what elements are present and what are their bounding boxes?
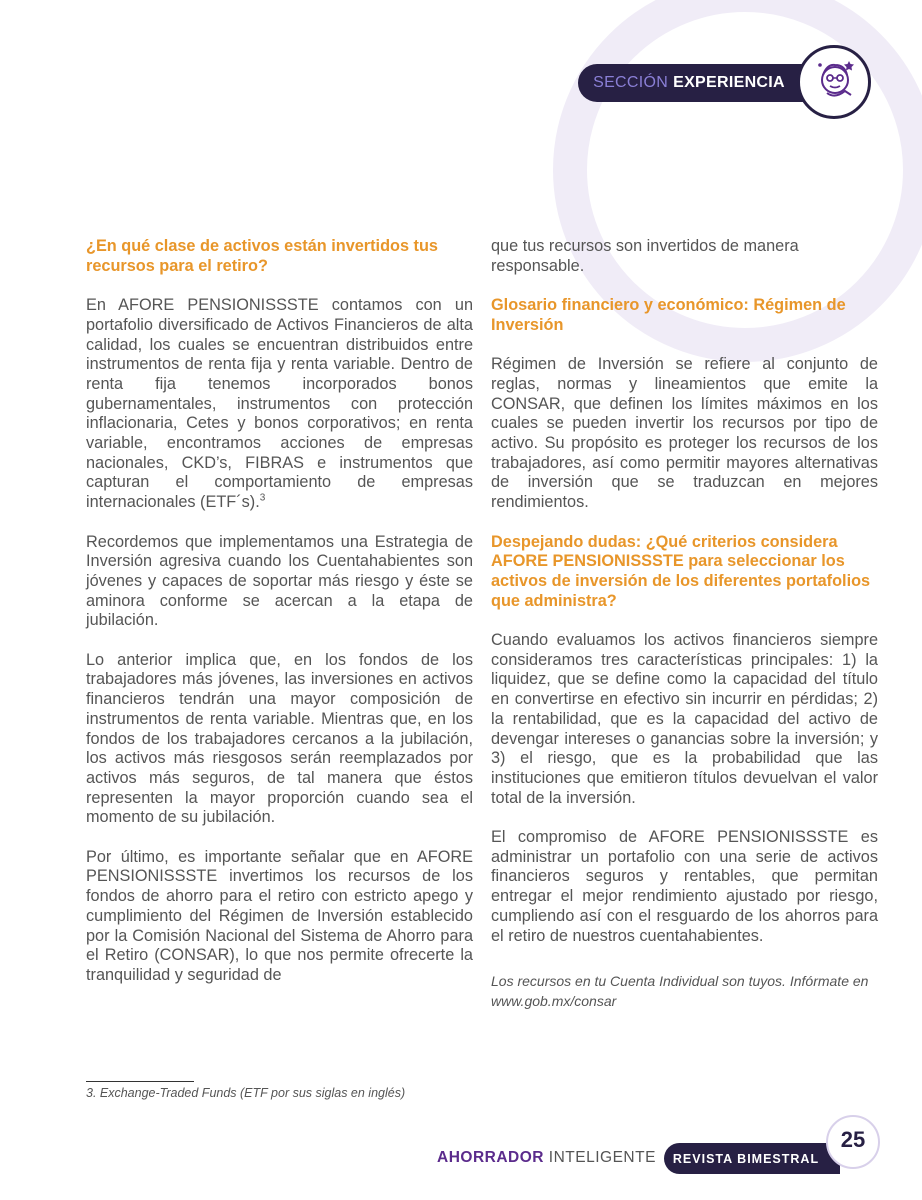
paragraph-continuation: que tus recursos son invertidos de manera responsable. [491,237,799,275]
thinking-person-icon [807,53,863,109]
right-column [491,237,878,1031]
footer-brand [437,1149,656,1167]
page-number: 25 [840,1127,866,1152]
heading-doubts: Despejando dudas: ¿Qué criterios considera AFORE PENSIONISSSTE para seleccionar los activos de inversión de los diferentes portafolios que administra? [491,532,871,610]
paragraph-portfolio-text: En AFORE PENSIONISSSTE contamos con un portafolio diversificado de Activos Financieros de alta calidad, los cuales se encuentran distribuidos entre instrumentos de renta fija y renta variable. Dentro de renta fija tenemos incorporados bonos gubernamentales, instrumentos con protección inflacionaria, Cetes y bonos corporativos; en renta variable, encontramos acciones de empresas nacionales, CKD’s, FIBRAS e instrumentos que capturan el comportamiento de empresas internacionales (ETF´s). [86,296,473,512]
section-label-light: SECCIÓN [593,74,669,91]
footer-brand-bold: AHORRADOR [437,1149,544,1166]
consar-note: Los recursos en tu Cuenta Individual son tuyos. Infórmate en www.gob.mx/consar [491,973,869,1009]
paragraph-strategy: Recordemos que implementamos una Estrategia de Inversión agresiva cuando los Cuentahabientes son jóvenes y capaces de soportar más riesgo y éste se aminora conforme se acercan a la etapa de jubilación. [86,532,473,630]
footer-magazine-pill: REVISTA BIMESTRAL [664,1143,840,1174]
footnote-ref: 3 [259,492,266,504]
footer-brand-rest: INTELIGENTE [543,1149,656,1166]
paragraph-finally: Por último, es importante señalar que en AFORE PENSIONISSSTE invertimos los recursos de los fondos de ahorro para el retiro con estricto apego y cumplimiento del Régimen de Inversión establecido por la Comisión Nacional del Sistema de Ahorro para el Retiro (CONSAR), lo que nos permite ofrecerte la tranquilidad y seguridad de [86,847,473,984]
paragraph-portfolio [86,296,473,513]
paragraph-commitment: El compromiso de AFORE PENSIONISSSTE es administrar un portafolio con una serie de activos financieros seguros y rentables, que permitan entregar el mejor rendimiento ajustado por riesgo, cumpliendo así con el resguardo de los ahorros para el retiro de nuestros cuentahabientes. [491,828,878,945]
paragraph-implication: Lo anterior implica que, en los fondos de los trabajadores más jóvenes, las inversiones en activos financieros tendrán una mayor composición de instrumentos de renta variable. Mientras que, en los fondos de los trabajadores cercanos a la jubilación, los activos más riesgosos serán reemplazados por activos más seguros, de tal manera que éstos representen la mayor proporción cuando sea el momento de su jubilación. [86,650,473,827]
paragraph-regimen: Régimen de Inversión se refiere al conjunto de reglas, normas y lineamientos que emite la CONSAR, que definen los límites máximos en los cuales se pueden invertir los recursos por tipo de activo. Su propósito es proteger los recursos de los trabajadores, así como permitir mayores alternativas de inversión que se traduzcan en mejores rendimientos. [491,355,878,512]
left-column [86,237,473,1005]
heading-assets: ¿En qué clase de activos están invertidos tus recursos para el retiro? [86,237,438,275]
paragraph-criteria: Cuando evaluamos los activos financieros siempre consideramos tres características principales: 1) la liquidez, que se define como la capacidad del título en convertirse en efectivo sin incurrir en pérdidas; 2) la rentabilidad, que es la capacidad del activo de devengar intereses o ganancias sobre la inversión; y 3) el riesgo, que es la probabilidad que las instituciones que emitieron títulos devuelvan el valor total de la inversión. [491,631,878,807]
footnote-divider [86,1081,194,1082]
heading-glossary: Glosario financiero y económico: Régimen de Inversión [491,296,846,334]
footnote: 3. Exchange-Traded Funds (ETF por sus siglas en inglés) [86,1086,406,1100]
section-label-bold: EXPERIENCIA [673,74,785,91]
section-badge [578,64,810,102]
